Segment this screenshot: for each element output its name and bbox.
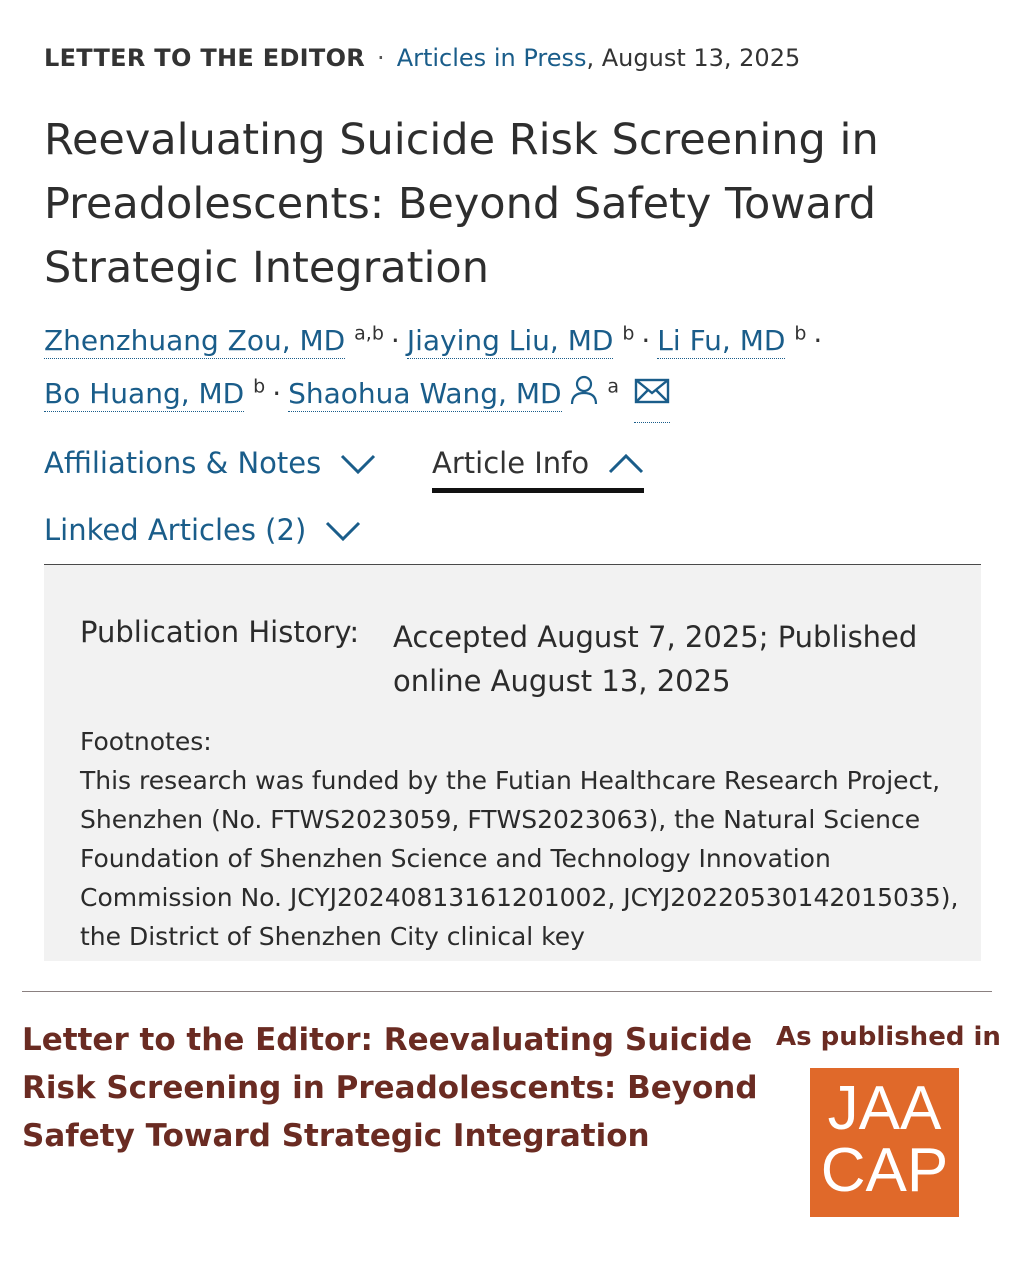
person-icon	[570, 369, 598, 422]
author-affiliation: a,b	[354, 322, 384, 345]
article-kicker	[44, 44, 800, 72]
author-link[interactable]: Jiaying Liu, MD	[406, 324, 614, 357]
author-separator: ·	[390, 324, 400, 357]
article-type: LETTER TO THE EDITOR	[44, 44, 366, 72]
publication-history-label: Publication History:	[80, 615, 360, 649]
chevron-down-icon	[340, 453, 376, 475]
tab-affiliations-notes[interactable]	[44, 446, 376, 480]
chevron-down-icon	[325, 520, 361, 542]
author-separator: ·	[272, 377, 282, 410]
tab-label: Article Info	[432, 446, 590, 480]
author-separator: ·	[641, 324, 651, 357]
tab-article-info[interactable]	[432, 446, 644, 493]
publication-history-value: Accepted August 7, 2025; Published online August 13, 2025	[393, 620, 918, 698]
article-info-panel	[44, 565, 981, 961]
chevron-up-icon	[608, 453, 644, 475]
article-title: Reevaluating Suicide Risk Screening in Preadolescents: Beyond Safety Toward Strategic Integration	[44, 115, 879, 293]
tab-linked-articles[interactable]	[44, 513, 361, 547]
footnotes-label: Footnotes:	[80, 727, 212, 756]
tab-label: Affiliations & Notes	[44, 446, 322, 480]
author-separator: ·	[813, 324, 823, 357]
author-affiliation: a	[607, 375, 620, 398]
jaacap-logo	[810, 1068, 959, 1217]
author-affiliation: b	[253, 375, 266, 398]
author-link[interactable]: Bo Huang, MD	[44, 377, 245, 410]
caption-divider	[22, 991, 992, 992]
tab-label: Linked Articles (2)	[44, 513, 307, 547]
author-affiliation: b	[794, 322, 807, 345]
articles-in-press-link[interactable]: Articles in Press	[396, 44, 587, 72]
author-list	[44, 314, 984, 423]
author-link[interactable]: Li Fu, MD	[657, 324, 786, 357]
logo-line-1: JAA	[827, 1074, 942, 1143]
publication-date: , August 13, 2025	[586, 44, 801, 72]
caption-title: Letter to the Editor: Reevaluating Suicide Risk Screening in Preadolescents: Beyond Safety Toward Strategic Integration	[22, 1022, 758, 1154]
kicker-separator: ·	[377, 44, 385, 72]
footnotes-text: This research was funded by the Futian Healthcare Research Project, Shenzhen (No. FTWS2023059, FTWS2023063), the Natural Science Foundation of Shenzhen Science and Technology Innovation Commission No. JCYJ20240813161201002, JCYJ20220530142015035), the District of Shenzhen City clinical key	[80, 766, 959, 951]
published-in-label: As published in	[776, 1022, 1001, 1052]
logo-line-2: CAP	[820, 1136, 949, 1205]
author-affiliation: b	[622, 322, 635, 345]
author-link[interactable]: Shaohua Wang, MD	[288, 377, 562, 410]
author-link[interactable]: Zhenzhuang Zou, MD	[44, 324, 346, 357]
envelope-icon[interactable]	[634, 369, 670, 423]
